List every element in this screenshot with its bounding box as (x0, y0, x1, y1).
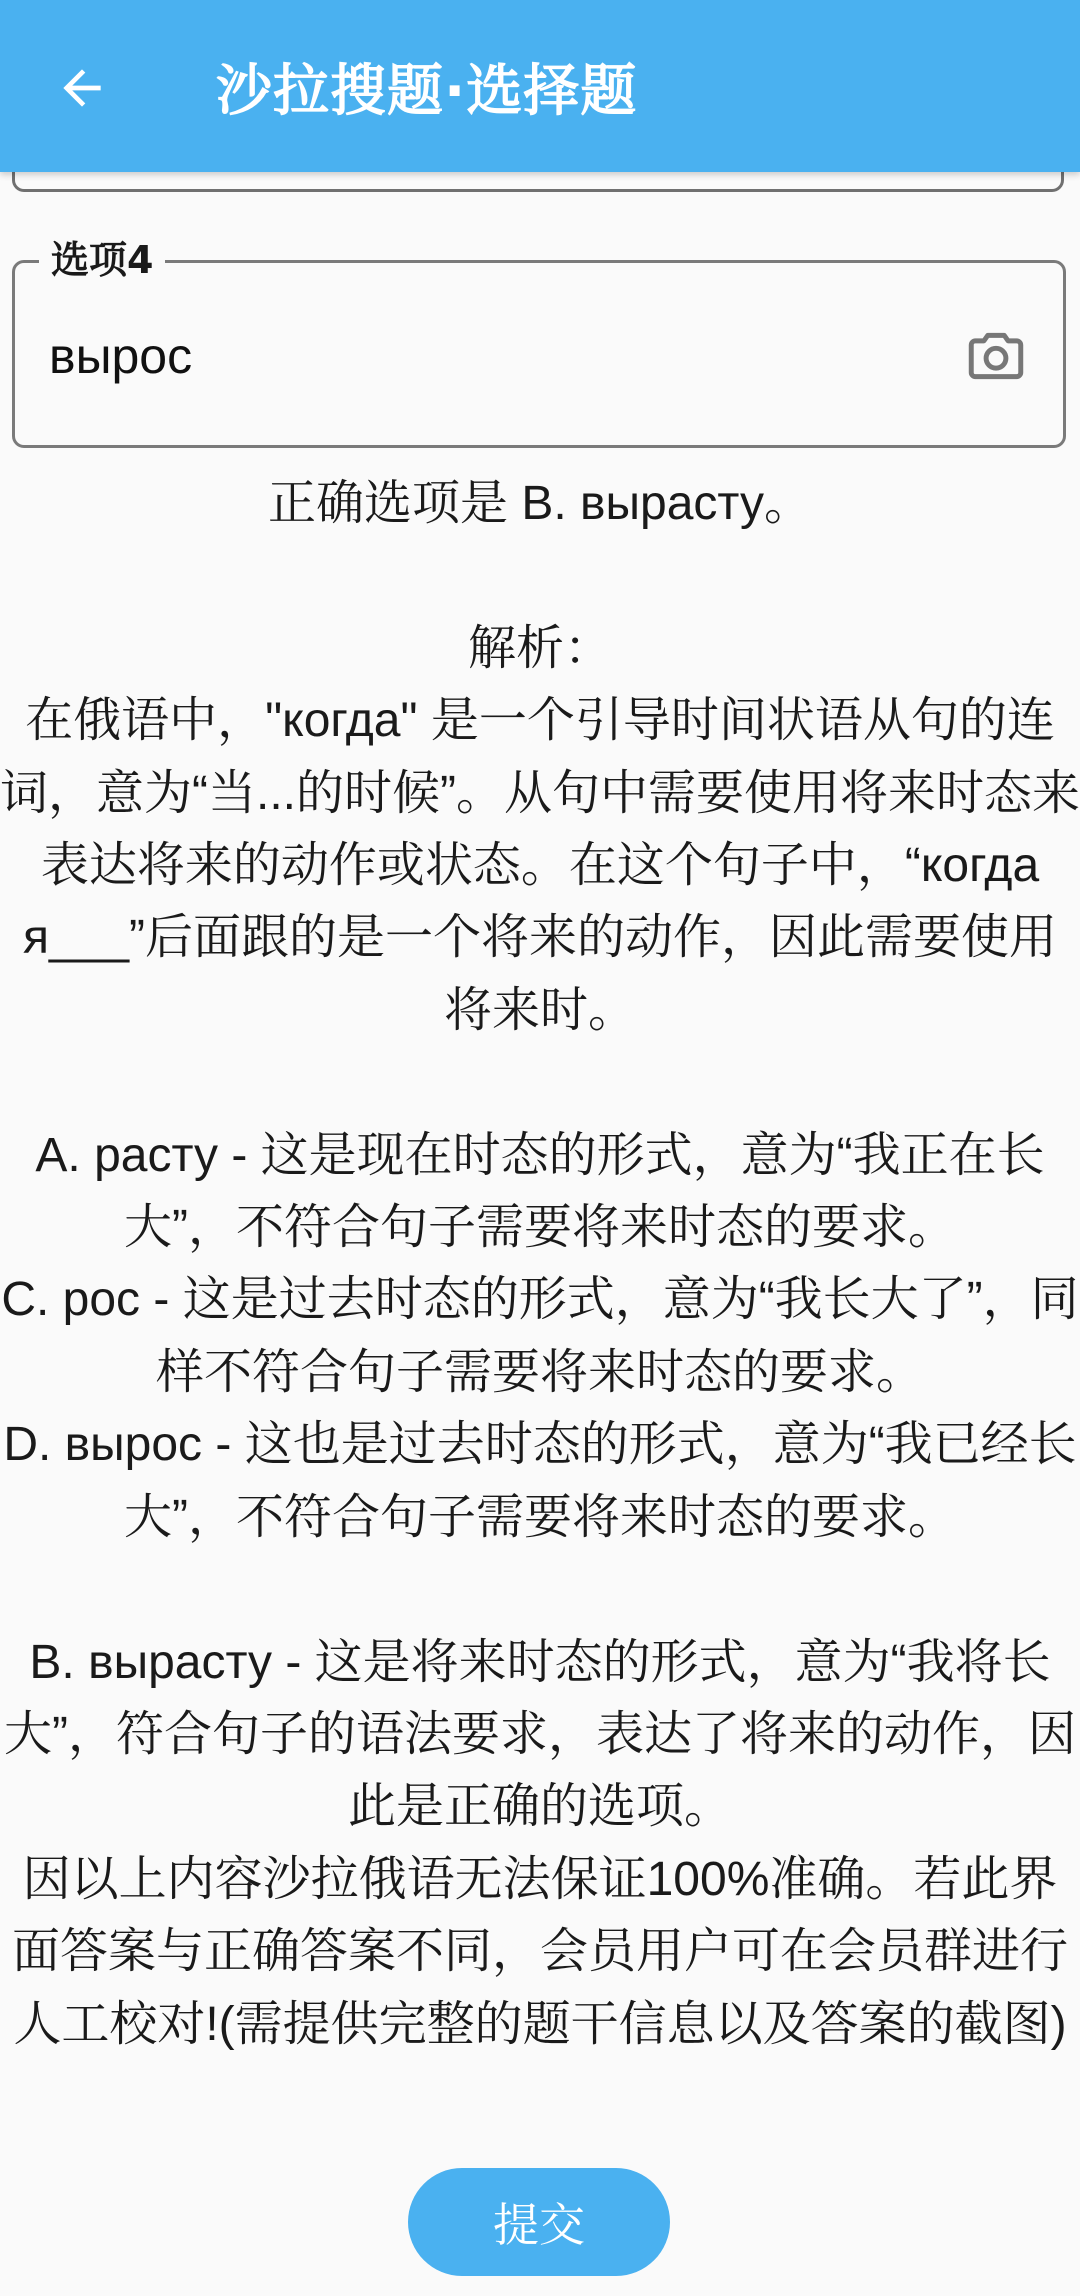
submit-button[interactable]: 提交 (408, 2168, 670, 2276)
arrow-left-icon (54, 60, 110, 116)
camera-button[interactable] (963, 323, 1029, 389)
page-title: 沙拉搜题·选择题 (216, 59, 638, 124)
option-4-input[interactable] (49, 319, 929, 393)
answer-explanation: 正确选项是 B. вырасту。 解析： 在俄语中，"когда" 是一个引导时间状语从句的连词，意为“当...的时候”。从句中需要使用将来时态来表达将来的动作或状态。在这个句子中，“когда я___”后面跟的是一个将来的动作，因此需要使用将来时。 A. расту - 这是现在时态的形式，意为“我正在长大”，不符合句子需要将来时态的要求。 C. рос - 这是过去时态的形式，意为“我长大了”，同样不符合句子需要将来时态的要求。 D. вырос - 这也是过去时态的形式，意为“我已经长大”，不符合句子需要将来时态的要求。 B. вырасту - 这是将来时态的形式，意为“我将长大”，符合句子的语法要求，表达了将来的动作，因此是正确的选项。 因以上内容沙拉俄语无法保证100%准确。若此界面答案与正确答案不同，会员用户可在会员群进行人工校对!(需提供完整的题干信息以及答案的截图) (0, 477, 1080, 2051)
back-button[interactable] (40, 46, 124, 130)
option-4-field[interactable] (12, 238, 1066, 448)
option-4-label: 选项4 (39, 233, 165, 287)
app-bar (0, 0, 1080, 172)
camera-icon (963, 323, 1029, 389)
